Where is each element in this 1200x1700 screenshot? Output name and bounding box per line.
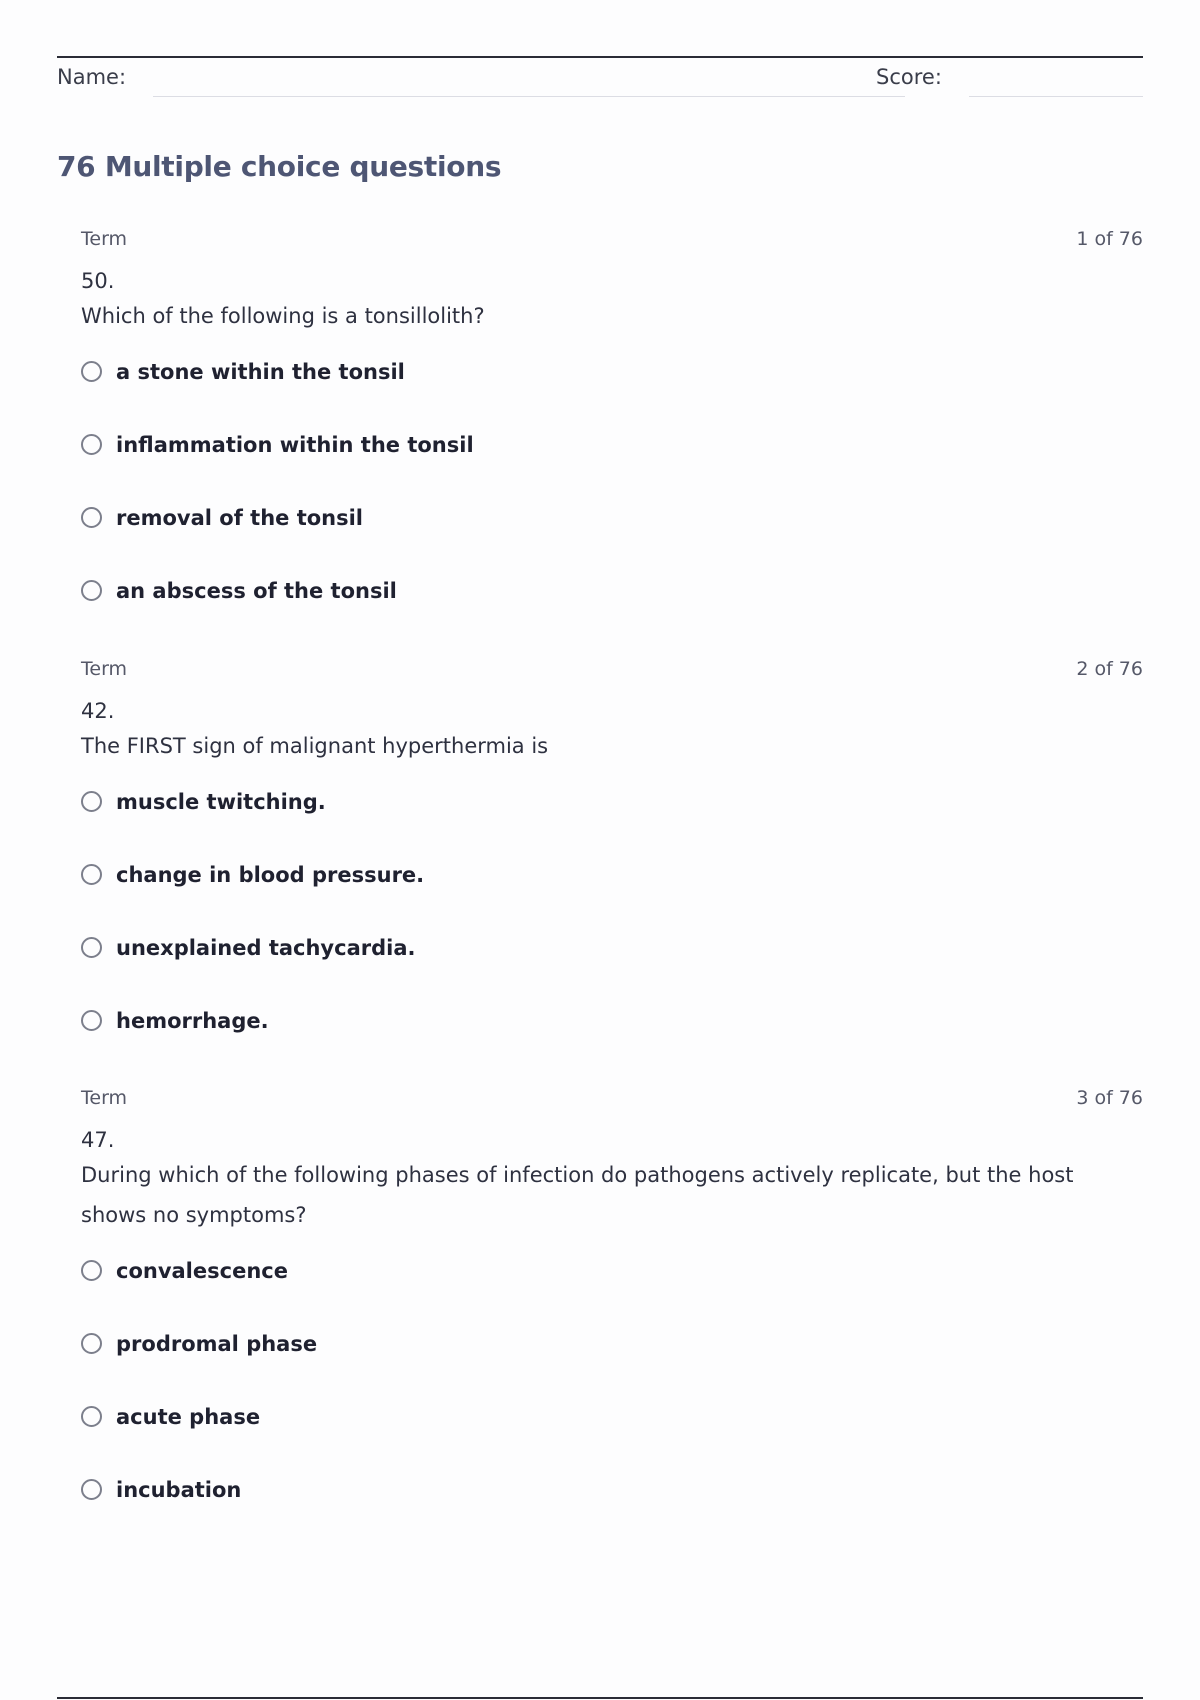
radio-circle-icon[interactable] (81, 507, 102, 528)
radio-circle-icon[interactable] (81, 1333, 102, 1354)
option-label: muscle twitching. (116, 789, 326, 814)
question-text: Which of the following is a tonsillolith? (81, 304, 485, 328)
name-field[interactable] (153, 96, 905, 97)
option-label: removal of the tonsil (116, 505, 364, 530)
question-text: During which of the following phases of infection do pathogens actively replicate, but the host shows no symptoms? (81, 1163, 1074, 1227)
option-label: a stone within the tonsil (116, 359, 405, 384)
term-label: Term (81, 658, 128, 680)
answer-option-d[interactable] (81, 1468, 1143, 1541)
question-number: 47. (81, 1128, 115, 1152)
answer-option-c[interactable] (81, 926, 1143, 999)
radio-circle-icon[interactable] (81, 1479, 102, 1500)
worksheet-header (57, 58, 1143, 98)
radio-circle-icon[interactable] (81, 937, 102, 958)
radio-circle-icon[interactable] (81, 1010, 102, 1031)
option-label: unexplained tachycardia. (116, 935, 416, 960)
name-label: Name: (57, 65, 127, 89)
option-label: change in blood pressure. (116, 862, 425, 887)
answer-option-d[interactable] (81, 999, 1143, 1072)
answer-option-b[interactable] (81, 1322, 1143, 1395)
answer-option-c[interactable] (81, 496, 1143, 569)
question-header (81, 658, 1143, 684)
question-number: 42. (81, 699, 115, 723)
answer-option-d[interactable] (81, 569, 1143, 642)
term-label: Term (81, 228, 128, 250)
question-counter: 3 of 76 (1076, 1087, 1143, 1109)
option-label: incubation (116, 1477, 242, 1502)
question-card-2 (81, 658, 1143, 1072)
radio-circle-icon[interactable] (81, 791, 102, 812)
option-label: convalescence (116, 1258, 288, 1283)
option-label: an abscess of the tonsil (116, 578, 397, 603)
option-label: hemorrhage. (116, 1008, 269, 1033)
option-label: prodromal phase (116, 1331, 318, 1356)
answer-option-a[interactable] (81, 350, 1143, 423)
question-counter: 2 of 76 (1076, 658, 1143, 680)
question-number: 50. (81, 269, 115, 293)
worksheet-page (57, 56, 1143, 183)
answer-option-b[interactable] (81, 423, 1143, 496)
bottom-rule (57, 1697, 1143, 1699)
score-field[interactable] (969, 96, 1143, 97)
radio-circle-icon[interactable] (81, 580, 102, 601)
option-label: inflammation within the tonsil (116, 432, 474, 457)
radio-circle-icon[interactable] (81, 864, 102, 885)
answer-options (81, 350, 1143, 642)
answer-option-b[interactable] (81, 853, 1143, 926)
answer-option-a[interactable] (81, 780, 1143, 853)
question-card-1 (81, 228, 1143, 642)
score-label: Score: (876, 65, 942, 89)
section-title: 76 Multiple choice questions (57, 150, 502, 183)
radio-circle-icon[interactable] (81, 1406, 102, 1427)
question-counter: 1 of 76 (1076, 228, 1143, 250)
term-label: Term (81, 1087, 128, 1109)
question-text: The FIRST sign of malignant hyperthermia is (81, 734, 549, 758)
radio-circle-icon[interactable] (81, 361, 102, 382)
question-card-3 (81, 1087, 1143, 1541)
option-label: acute phase (116, 1404, 261, 1429)
answer-options (81, 780, 1143, 1072)
radio-circle-icon[interactable] (81, 1260, 102, 1281)
question-header (81, 228, 1143, 254)
answer-option-a[interactable] (81, 1249, 1143, 1322)
answer-options (81, 1249, 1143, 1541)
radio-circle-icon[interactable] (81, 434, 102, 455)
question-header (81, 1087, 1143, 1113)
answer-option-c[interactable] (81, 1395, 1143, 1468)
